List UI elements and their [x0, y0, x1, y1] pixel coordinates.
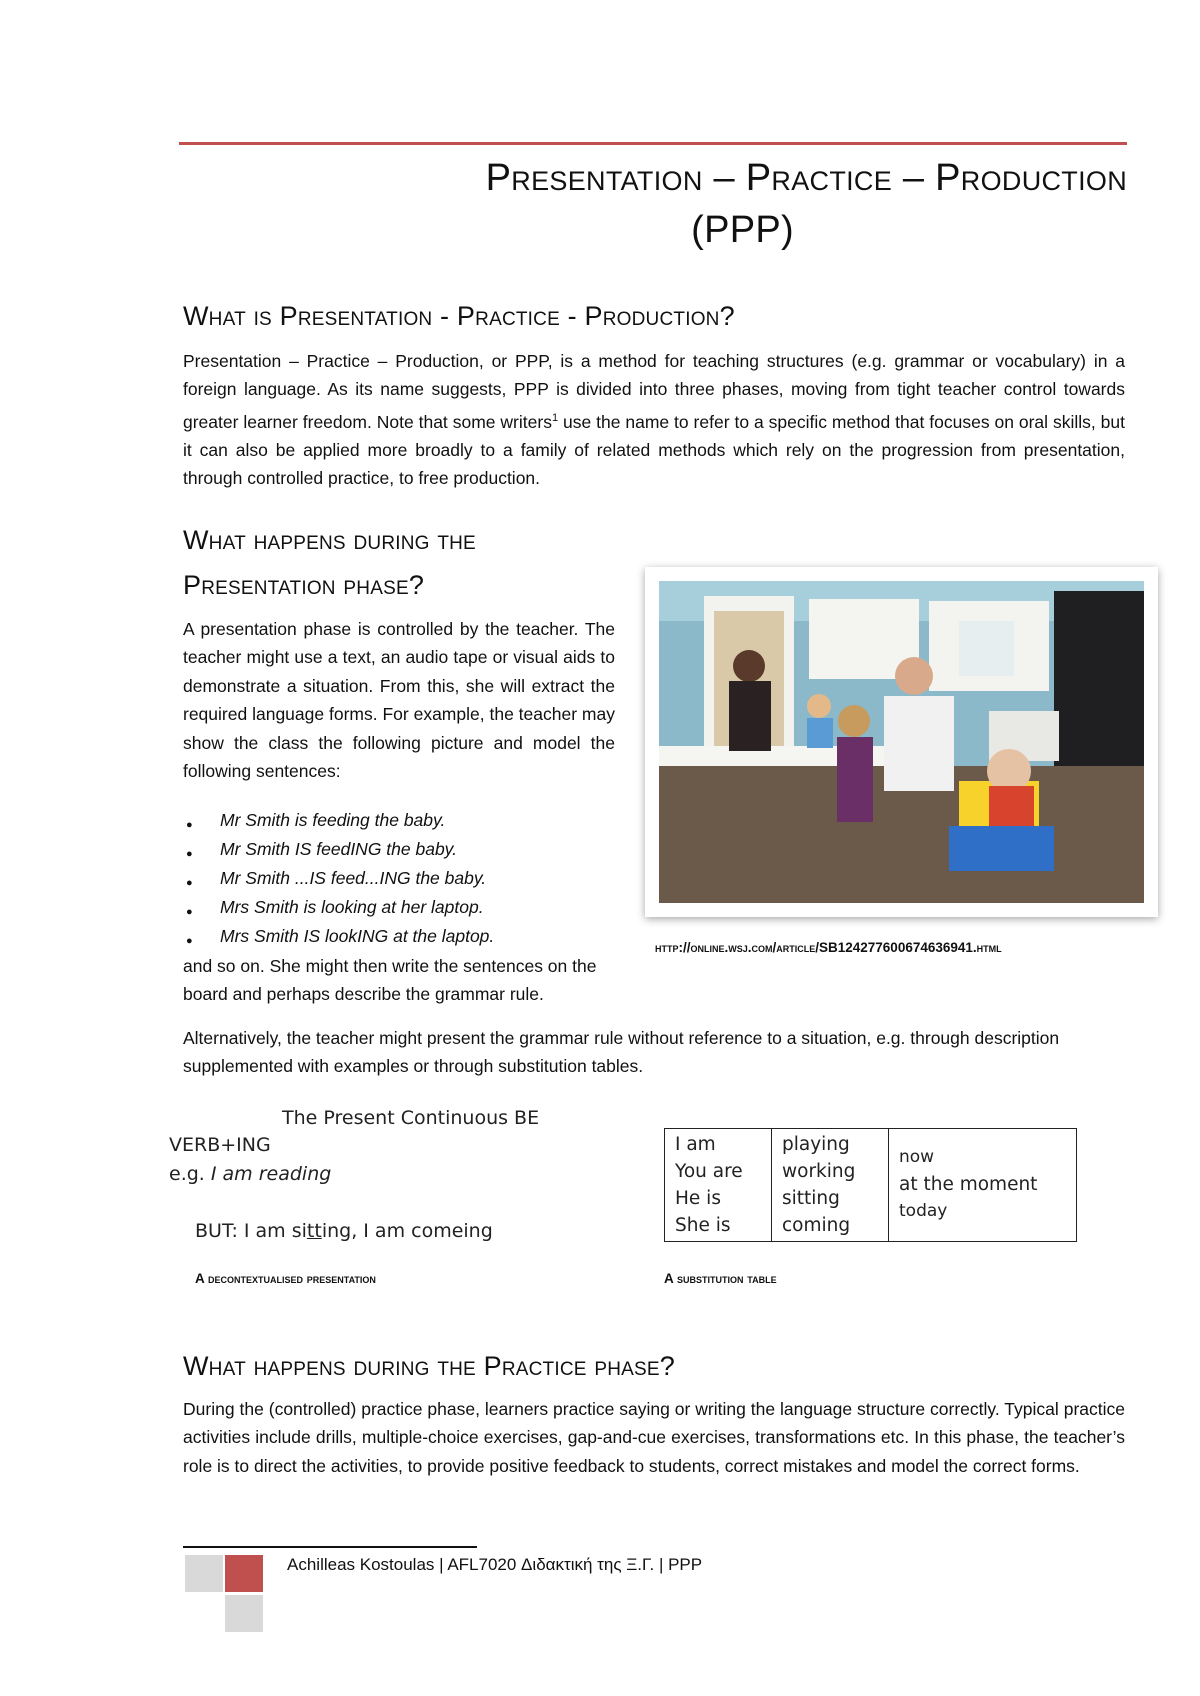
- section-heading-presentation-line1: What happens during the: [183, 525, 476, 555]
- intro-text-start: Presentation – Practice – Production, or PPP, is a method for teaching structures (e.g. grammar or vocabulary) in a foreign language. As its name suggests, PPP is divided into three phases, moving from tight teacher control towards greater learner freedom. Note that some writers: [183, 351, 1125, 432]
- presentation-body: A presentation phase is controlled by the teacher. The teacher might use a text, an audio tape or visual aids to demonstrate a situation. From this, she will extract the required language forms. For example, the teacher may show the class the following picture and model the following sentences:: [183, 619, 615, 782]
- footer-square-red: [225, 1555, 263, 1592]
- table-cell: today: [899, 1201, 948, 1221]
- eg-example: I am reading: [210, 1163, 332, 1185]
- decontext-but-line: [195, 1220, 493, 1242]
- example-sentence: ● Mrs Smith is looking at her laptop.: [183, 893, 623, 922]
- decontext-caption: A decontextualised presentation: [195, 1271, 376, 1286]
- section-heading-presentation-line2: Presentation phase?: [183, 570, 425, 600]
- table-cell: playing: [782, 1134, 850, 1155]
- table-row: [665, 1129, 1077, 1242]
- footer-square-gray: [185, 1555, 223, 1592]
- example-sentence: ● Mr Smith is feeding the baby.: [183, 806, 623, 835]
- section-heading-practice: What happens during the Practice phase?: [183, 1351, 675, 1381]
- table-cell: working: [782, 1161, 856, 1182]
- practice-body: During the (controlled) practice phase, learners practice saying or writing the language structure correctly. Typical practice activities include drills, multiple-choice exercises, gap-and-cue exercises, transformations etc. In this phase, the teacher’s role is to direct the activities, to provide positive feedback to students, correct mistakes and model the correct forms.: [183, 1399, 1125, 1476]
- title-line-2: (PPP): [691, 209, 794, 251]
- table-cell: You are: [675, 1161, 743, 1182]
- table-cell: coming: [782, 1215, 851, 1236]
- table-cell: She is: [675, 1215, 731, 1236]
- kitchen-family-photo: [659, 581, 1144, 903]
- title-line-1: Presentation – Practice – Production: [485, 157, 1127, 199]
- footer-text: Achilleas Kostoulas | AFL7020 Διδακτική της Ξ.Γ. | PPP: [287, 1555, 703, 1574]
- time-column: [889, 1129, 1077, 1242]
- header-rule: [179, 142, 1127, 145]
- footnote-mark[interactable]: 1: [551, 411, 559, 424]
- but-suffix: ing, I am comeing: [321, 1220, 493, 1242]
- substitution-caption: A substitution table: [664, 1271, 777, 1286]
- table-cell: now: [899, 1147, 935, 1167]
- example-sentence: ● Mr Smith IS feedING the baby.: [183, 835, 623, 864]
- table-cell: at the moment: [899, 1174, 1038, 1195]
- table-cell: I am: [675, 1134, 716, 1155]
- but-prefix: BUT: I am si: [195, 1220, 307, 1242]
- after-bullets-text: and so on. She might then write the sentences on the board and perhaps describe the grammar rule.: [183, 956, 597, 1005]
- example-sentence: ● Mr Smith ...IS feed...ING the baby.: [183, 864, 623, 893]
- verb-column: [772, 1129, 889, 1242]
- section-body-what-is-ppp: [183, 347, 1125, 493]
- decontext-example: [169, 1163, 331, 1185]
- eg-prefix: e.g.: [169, 1163, 211, 1185]
- decontext-line1: The Present Continuous BE: [282, 1107, 540, 1129]
- table-cell: sitting: [782, 1188, 840, 1209]
- intro-text-end: use the name to refer to a specific method that focuses on oral skills, but it can also be applied more broadly to a family of related methods which rely on the progression from presentation, through controlled practice, to free production.: [183, 411, 1125, 489]
- example-sentence: ● Mrs Smith IS lookING at the laptop.: [183, 922, 623, 951]
- section-heading-what-is-ppp: What is Presentation - Practice - Production?: [183, 301, 735, 331]
- alternative-text: Alternatively, the teacher might present the grammar rule without reference to a situation, e.g. through description supplemented with examples or through substitution tables.: [183, 1028, 1060, 1077]
- but-underlined: tt: [306, 1220, 322, 1242]
- substitution-table: [664, 1128, 1077, 1242]
- photo-caption-link[interactable]: http://online.wsj.com/article/SB124277600674636941.html: [655, 940, 1002, 955]
- subject-column: [665, 1129, 772, 1242]
- footer-square-gray: [225, 1595, 263, 1632]
- example-sentences-list: [183, 806, 623, 951]
- table-cell: He is: [675, 1188, 721, 1209]
- document-title: [179, 152, 1127, 256]
- kitchen-photo-frame: [645, 567, 1158, 917]
- decontext-line2: VERB+ING: [169, 1134, 271, 1156]
- footer-rule: [183, 1546, 477, 1548]
